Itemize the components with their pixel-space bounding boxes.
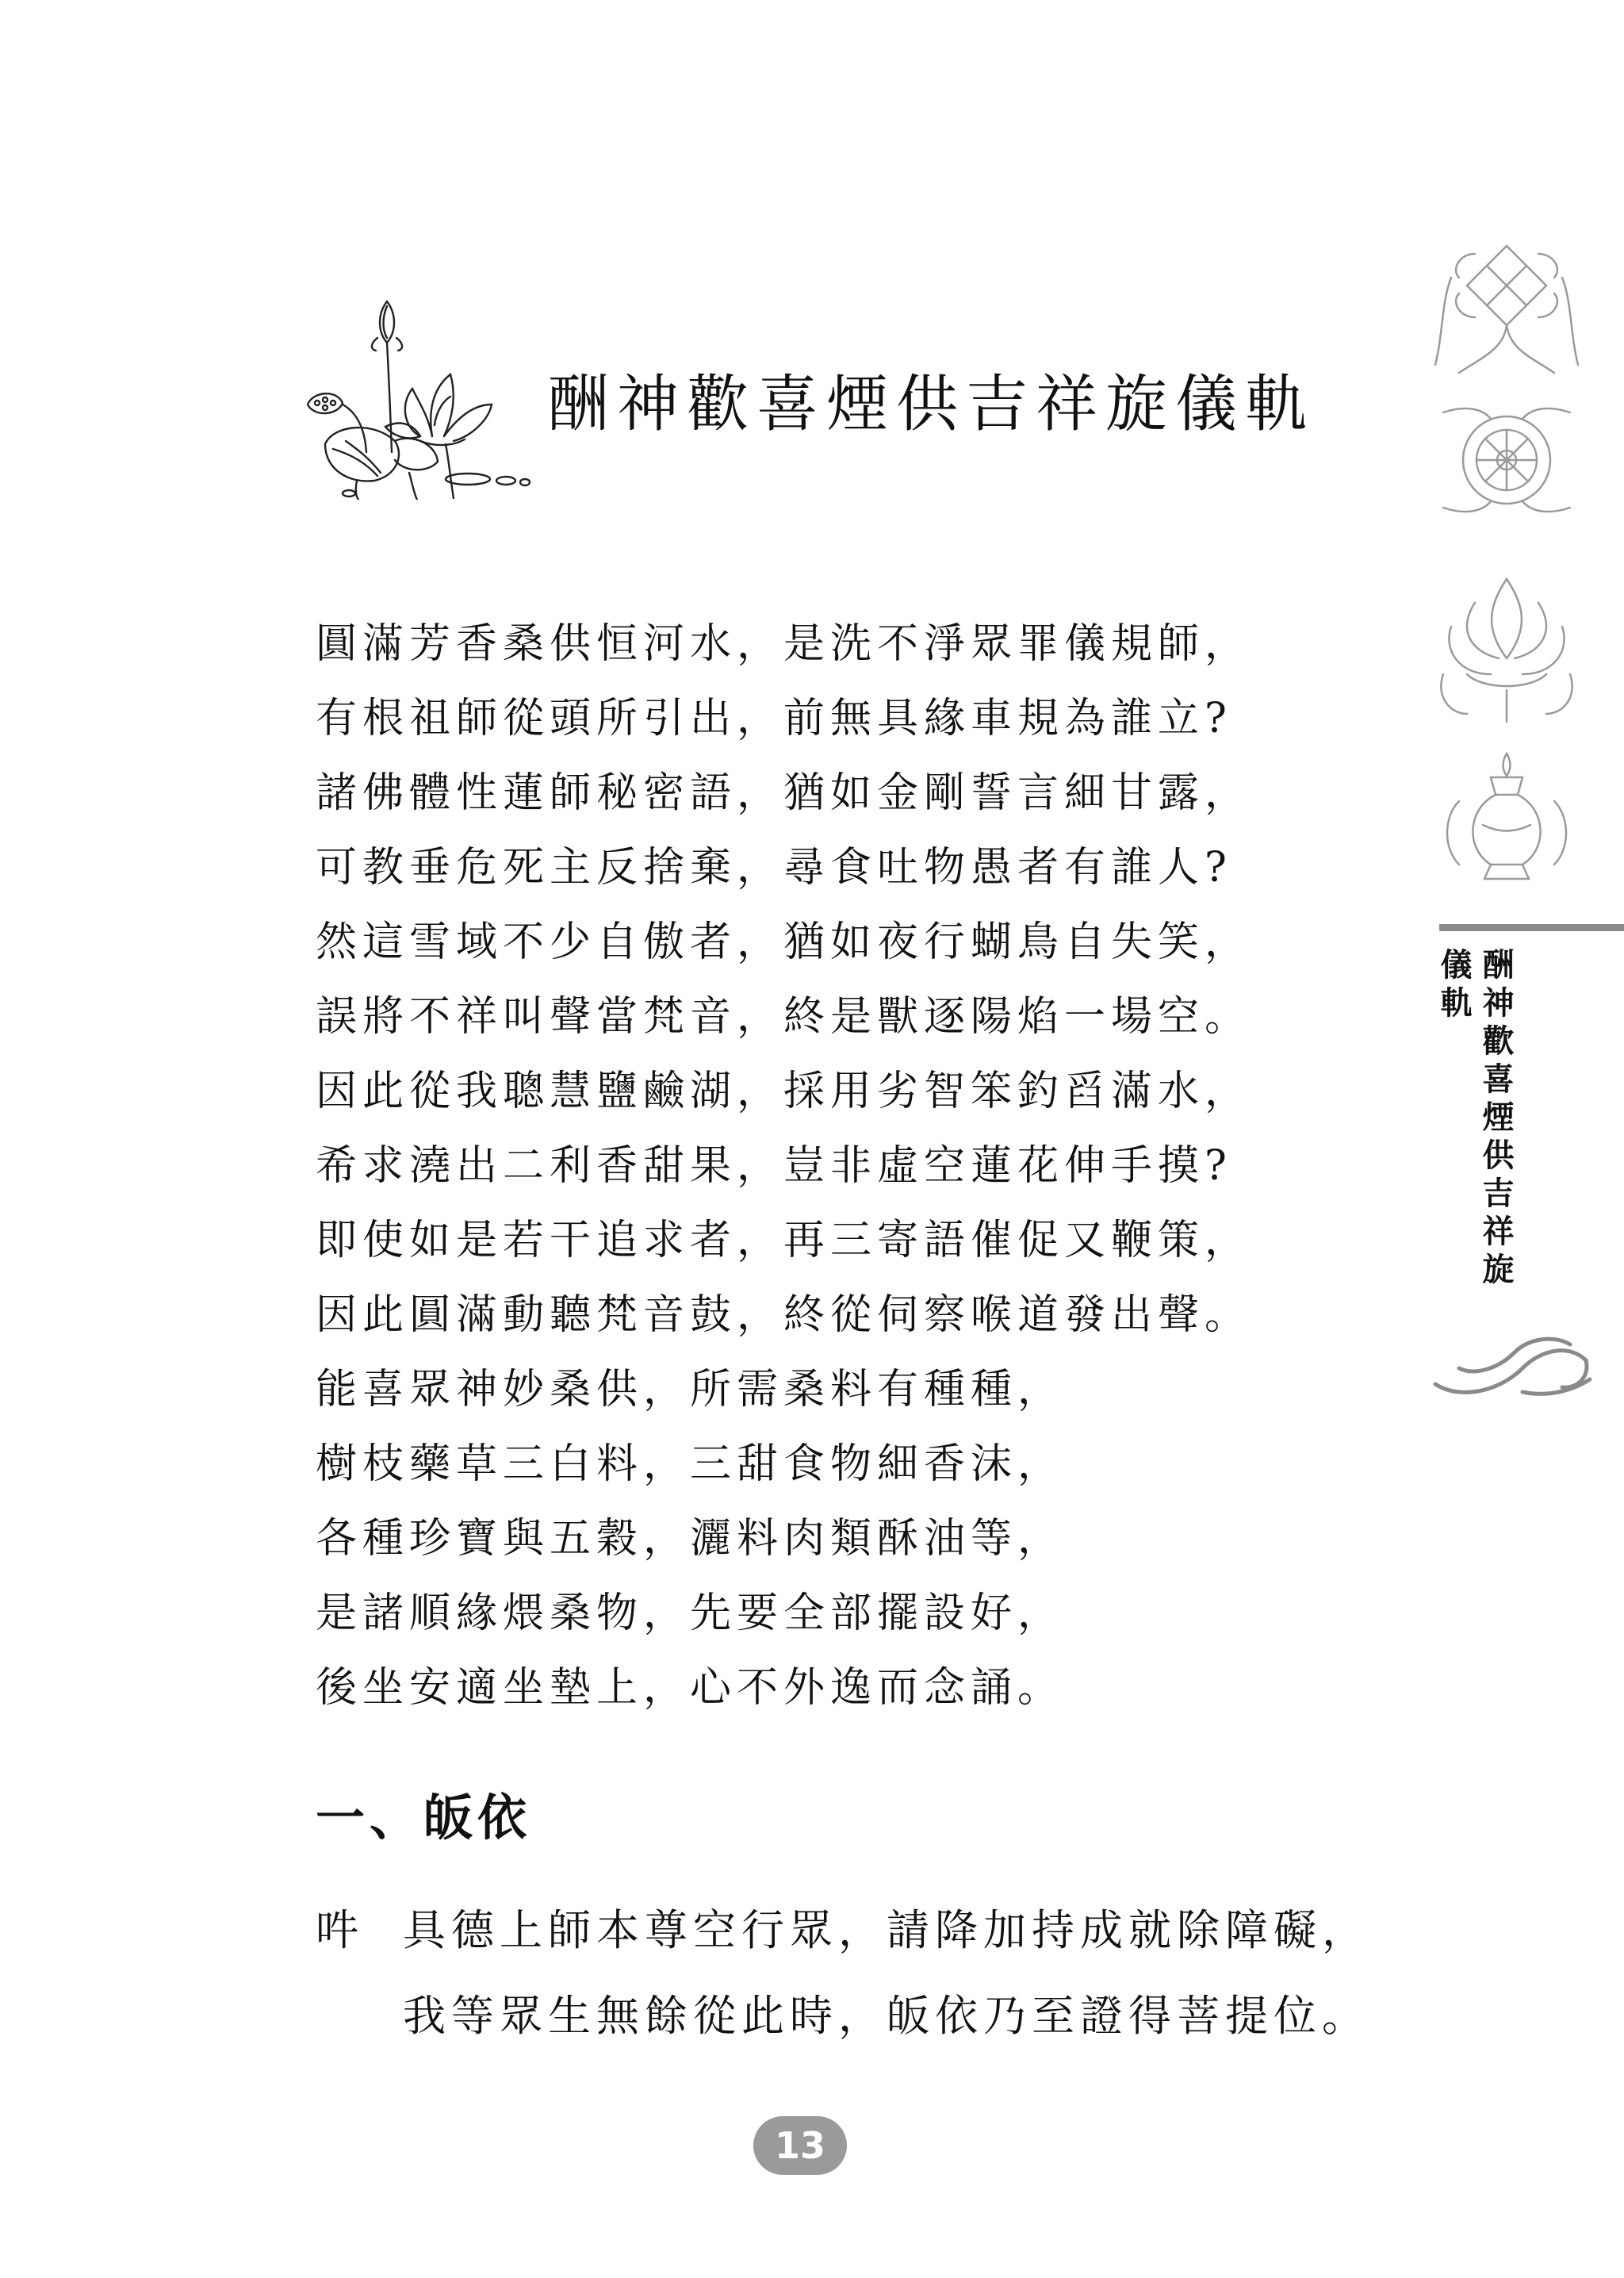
side-tab-title: 酬神歡喜煙供吉祥旋 — [1477, 948, 1515, 1290]
verse-line: 圓滿芳香桑供恒河水，是洗不淨眾罪儀規師， — [316, 620, 1252, 668]
treasure-vase-icon — [1447, 754, 1566, 879]
verse-line: 然這雪域不少自傲者，猶如夜行蝴鳥自失笑， — [316, 918, 1252, 966]
verse-line: 樹枝藥草三白料，三甜食物細香沫， — [316, 1440, 1065, 1488]
verse-block — [316, 607, 1346, 1725]
verse-line: 可教垂危死主反捨棄，尋食吐物愚者有誰人? — [316, 844, 1232, 892]
page-number: 13 — [753, 2116, 847, 2175]
verse-line: 因此從我聰慧鹽鹼湖，採用劣智笨釣舀滿水， — [316, 1068, 1252, 1115]
verse-line: 因此圓滿動聽梵音鼓，終從伺察喉道發出聲。 — [316, 1291, 1252, 1339]
verse-line: 希求澆出二利香甜果，豈非虛空蓮花伸手摸? — [316, 1142, 1232, 1190]
side-tab-rule — [1439, 924, 1624, 931]
verse-line: 是諸順緣煨桑物，先要全部擺設好， — [316, 1590, 1065, 1637]
endless-knot-icon — [1435, 246, 1578, 373]
lotus-illustration-icon — [301, 286, 539, 500]
mantra-syllable: 吽 — [316, 1905, 364, 1955]
refuge-row — [316, 1973, 1370, 2059]
verse-line: 諸佛體性蓮師秘密語，猶如金剛誓言細甘露， — [316, 769, 1252, 817]
wave-swirl-icon — [1427, 1321, 1598, 1408]
dharma-wheel-icon — [1443, 408, 1570, 512]
lotus-flower-icon — [1441, 579, 1572, 722]
verse-line: 能喜眾神妙桑供，所需桑料有種種， — [316, 1366, 1065, 1413]
verse-line: 有根祖師從頭所引出，前無具緣車規為誰立? — [316, 695, 1232, 742]
refuge-line: 我等眾生無餘從此時，皈依乃至證得菩提位。 — [403, 1991, 1370, 2041]
refuge-line: 具德上師本尊空行眾，請降加持成就除障礙， — [403, 1905, 1370, 1955]
side-tab-title-continued: 儀軌 — [1435, 948, 1473, 1024]
section-heading: 一、皈依 — [316, 1789, 532, 1847]
verse-line: 後坐安適坐墊上，心不外逸而念誦。 — [316, 1664, 1065, 1712]
refuge-row — [316, 1888, 1370, 1973]
page-title: 酬神歡喜煙供吉祥旋儀軌 — [547, 369, 1316, 440]
auspicious-symbols-icon — [1427, 230, 1586, 880]
verse-line: 誤將不祥叫聲當梵音，終是獸逐陽焰一場空。 — [316, 993, 1252, 1041]
refuge-verse — [316, 1888, 1370, 2059]
verse-line: 各種珍寶與五穀，灑料肉類酥油等， — [316, 1515, 1065, 1563]
verse-line: 即使如是若干追求者，再三寄語催促又鞭策， — [316, 1217, 1252, 1264]
